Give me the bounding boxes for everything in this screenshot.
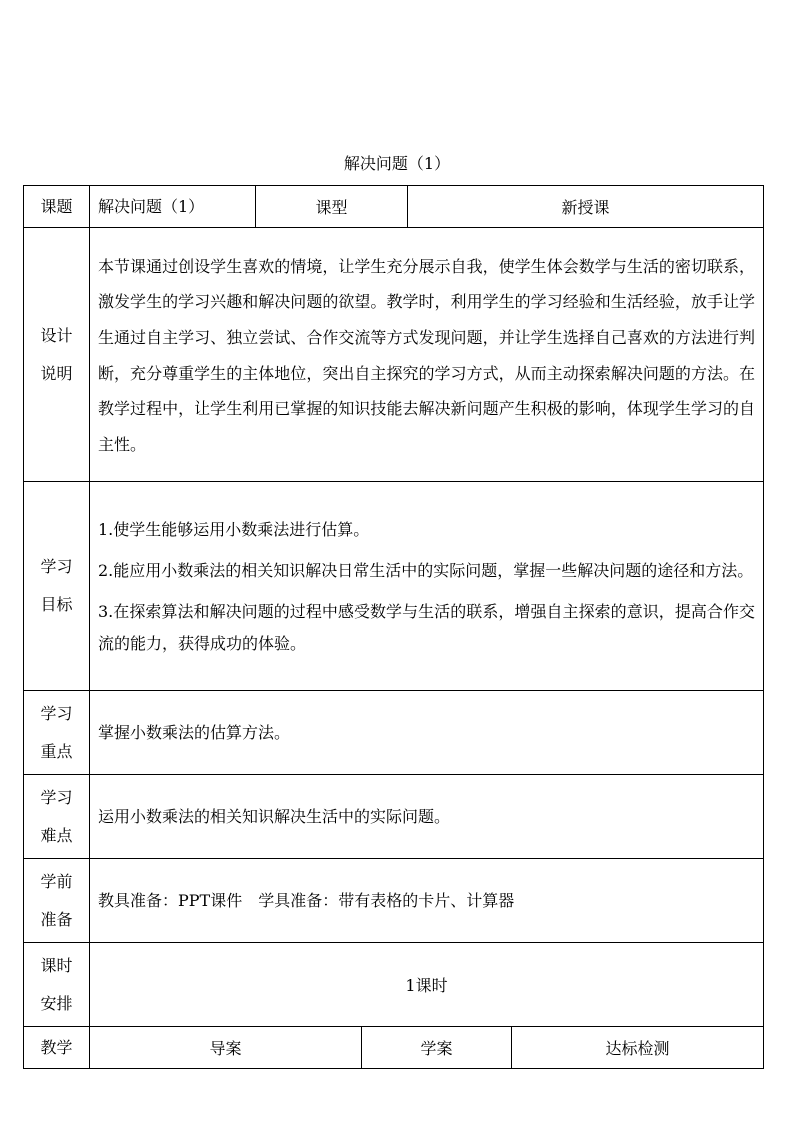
label-preparation: 学前 准备 — [24, 859, 90, 943]
row-key-point — [24, 691, 764, 775]
row-topic — [24, 186, 764, 228]
row-teaching — [24, 1027, 764, 1069]
label-goals: 学习 目标 — [24, 482, 90, 691]
row-preparation — [24, 859, 764, 943]
lesson-plan-table — [23, 185, 764, 1069]
design-text: 本节课通过创设学生喜欢的情境，让学生充分展示自我，使学生体会数学与生活的密切联系，激发学生的学习兴趣和解决问题的欲望。教学时，利用学生的学习经验和生活经验，放手让学生通过自主学习、独立尝试、合作交流等方式发现问题，并让学生选择自己喜欢的方法进行判断，充分尊重学生的主体地位，突出自主探究的学习方式，从而主动探索解决问题的方法。在教学过程中，让学生利用已掌握的知识技能去解决新问题产生积极的影响，体现学生学习的自主性。 — [90, 228, 764, 482]
column-guide: 导案 — [90, 1027, 362, 1069]
row-schedule — [24, 943, 764, 1027]
lesson-type-value: 新授课 — [408, 186, 764, 228]
row-design — [24, 228, 764, 482]
label-lesson-type: 课型 — [256, 186, 408, 228]
row-goals — [24, 482, 764, 691]
schedule-text: 1课时 — [90, 943, 764, 1027]
difficulty-text: 运用小数乘法的相关知识解决生活中的实际问题。 — [90, 775, 764, 859]
label-difficulty: 学习 难点 — [24, 775, 90, 859]
label-key-point: 学习 重点 — [24, 691, 90, 775]
column-study: 学案 — [362, 1027, 512, 1069]
document-title: 解决问题（1） — [343, 154, 451, 173]
column-check: 达标检测 — [512, 1027, 764, 1069]
topic-value: 解决问题（1） — [90, 186, 256, 228]
goals-list — [90, 482, 764, 691]
label-teaching: 教学 — [24, 1027, 90, 1069]
preparation-text: 教具准备：PPT课件 学具准备：带有表格的卡片、计算器 — [90, 859, 764, 943]
goal-item: 3.在探索算法和解决问题的过程中感受数学与生活的联系，增强自主探索的意识，提高合作交流的能力，获得成功的体验。 — [98, 602, 756, 653]
row-difficulty — [24, 775, 764, 859]
key-point-text: 掌握小数乘法的估算方法。 — [90, 691, 764, 775]
label-schedule: 课时 安排 — [24, 943, 90, 1027]
goal-item: 2.能应用小数乘法的相关知识解决日常生活中的实际问题，掌握一些解决问题的途径和方法。 — [98, 561, 754, 580]
goal-item: 1.使学生能够运用小数乘法进行估算。 — [98, 520, 370, 539]
label-topic: 课题 — [24, 186, 90, 228]
label-design: 设计 说明 — [24, 228, 90, 482]
